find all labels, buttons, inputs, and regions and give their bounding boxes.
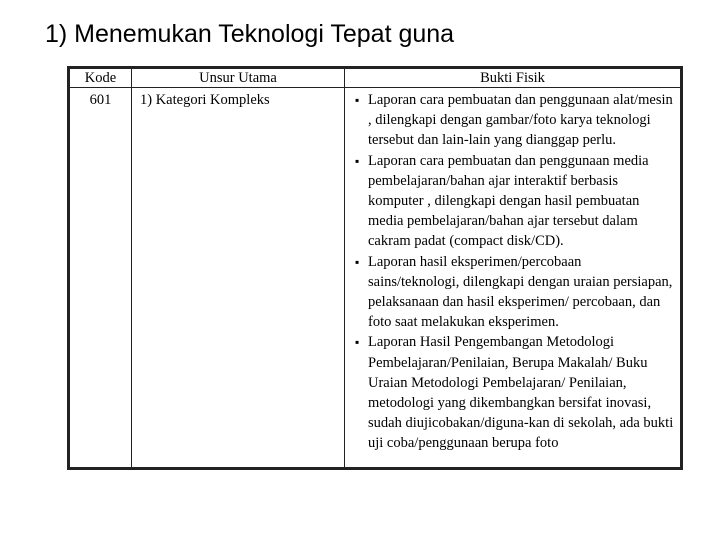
- bukti-text: Laporan hasil eksperimen/percobaan sains/teknologi, dilengkapi dengan uraian persiapan, pelaksanaan dan hasil eksperimen/ percobaan, dan foto saat melakukan eksperimen.: [368, 253, 673, 331]
- list-item: [355, 332, 676, 453]
- square-bullet-icon: ▪: [355, 153, 360, 168]
- cell-kode: 601: [70, 88, 132, 468]
- bukti-text: Laporan cara pembuatan dan penggunaan alat/mesin , dilengkapi dengan gambar/foto karya teknologi tersebut dan lain-lain yang dianggap perlu.: [368, 92, 673, 149]
- square-bullet-icon: ▪: [355, 93, 360, 107]
- table-header-row: [70, 69, 681, 88]
- bukti-text: Laporan cara pembuatan dan penggunaan media pembelajaran/bahan ajar interaktif berbasis komputer , dilengkapi dengan hasil pembuatan media pembelajaran/bahan ajar tersebut dalam cakram padat (compact disk/CD).: [368, 152, 649, 250]
- bukti-text: Laporan Hasil Pengembangan Metodologi Pembelajaran/Penilaian, Berupa Makalah/ Buku Uraian Metodologi Pembelajaran/ Penilaian, metodologi yang dikembangkan bersifat inovasi, sudah diujicobakan/diguna-kan di sekolah, ada bukti uji coba/penggunaan berupa foto: [368, 334, 674, 452]
- table-row: [70, 88, 681, 468]
- slide-title: 1) Menemukan Teknologi Tepat guna: [45, 20, 455, 48]
- square-bullet-icon: ▪: [355, 254, 360, 269]
- cell-bukti-fisik: [345, 88, 681, 468]
- bukti-list: [351, 90, 676, 454]
- square-bullet-icon: ▪: [355, 335, 360, 350]
- list-item: [355, 151, 676, 252]
- cell-unsur-utama: 1) Kategori Kompleks: [132, 88, 345, 468]
- header-unsur-utama: Unsur Utama: [132, 69, 345, 88]
- bukti-fisik-table: [69, 68, 681, 468]
- list-item: [355, 252, 676, 333]
- header-kode: Kode: [70, 69, 132, 88]
- list-item: [355, 90, 676, 151]
- table-frame: [67, 66, 683, 470]
- header-bukti-fisik: Bukti Fisik: [345, 69, 681, 88]
